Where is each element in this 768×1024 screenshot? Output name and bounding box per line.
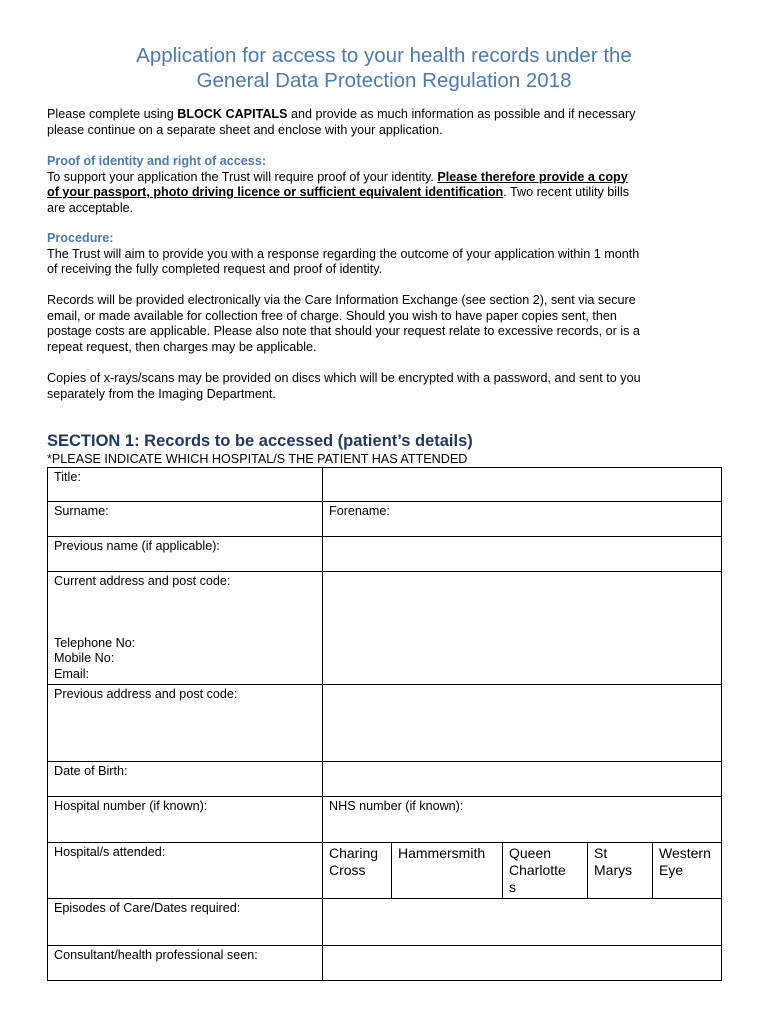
intro-paragraph: Please complete using BLOCK CAPITALS and provide as much information as possible and if necessary please continue on a separate sheet and enclose with your application. (47, 107, 636, 137)
section-1-subtitle: *PLEASE INDICATE WHICH HOSPITAL/S THE PATIENT HAS ATTENDED (47, 452, 468, 466)
records-paragraph: Records will be provided electronically via the Care Information Exchange (see section 2), sent via secure email, or made available for collection free of charge. Should you wish to have paper copies sent, then postage costs are applicable. Please also note that should your request relate to excessive records, or is a repeat request, then charges may be applicable. (47, 293, 640, 354)
email-label: Email: (54, 666, 89, 681)
current-address-field[interactable] (323, 572, 722, 685)
xray-paragraph: Copies of x-rays/scans may be provided on discs which will be encrypted with a password, and sent to you separately from the Imaging Department. (47, 371, 641, 401)
hospital-option-western-eye[interactable]: Western Eye (653, 843, 722, 898)
episodes-label: Episodes of Care/Dates required: (48, 899, 323, 946)
title-line-1: Application for access to your health records under the (136, 44, 632, 67)
current-address-label: Current address and post code: (54, 574, 231, 588)
procedure-heading: Procedure: (47, 231, 114, 245)
proof-emphasis-2: of your passport, photo driving licence or sufficient equivalent identification (47, 185, 504, 199)
previous-address-label: Previous address and post code: (48, 685, 323, 762)
procedure-section: Procedure: The Trust will aim to provide you with a response regarding the outcome of your application within 1 month of receiving the fully completed request and proof of identity. (47, 231, 737, 278)
proof-heading: Proof of identity and right of access: (47, 154, 267, 168)
title-line-2: General Data Protection Regulation 2018 (196, 69, 572, 92)
hospital-option-hammersmith[interactable]: Hammersmith (392, 843, 503, 898)
episodes-field[interactable] (323, 899, 722, 946)
dob-field[interactable] (323, 762, 722, 797)
previous-address-field[interactable] (323, 685, 722, 762)
previous-name-field[interactable] (323, 537, 722, 572)
current-address-label-cell (48, 572, 323, 685)
previous-name-label: Previous name (if applicable): (48, 537, 323, 572)
consultant-label: Consultant/health professional seen: (48, 946, 323, 981)
dob-label: Date of Birth: (48, 762, 323, 797)
hospitals-options (323, 843, 721, 898)
consultant-field[interactable] (323, 946, 722, 981)
hospital-option-queen-charlottes[interactable]: Queen Charlotte s (503, 843, 588, 898)
patient-details-form (47, 467, 722, 981)
page-title (0, 43, 768, 93)
surname-field[interactable]: Surname: (48, 502, 323, 537)
hospitals-options-cell (323, 843, 722, 899)
hospital-number-field[interactable]: Hospital number (if known): (48, 797, 323, 843)
mobile-label: Mobile No: (54, 651, 115, 665)
telephone-label: Telephone No: (54, 635, 136, 650)
block-capitals-emphasis: BLOCK CAPITALS (177, 107, 288, 121)
nhs-number-field[interactable]: NHS number (if known): (323, 797, 722, 843)
hospital-option-charing-cross[interactable]: Charing Cross (329, 845, 379, 878)
proof-of-identity-section: Proof of identity and right of access: To support your application the Trust will require proof of your identity. Please therefore provide a copy of your passport, photo driving licence or sufficient equivalent identification. Two recent utility bills are acceptable. (47, 154, 737, 216)
forename-field[interactable]: Forename: (323, 502, 722, 537)
hospitals-attended-label: Hospital/s attended: (48, 843, 323, 899)
section-1-title: SECTION 1: Records to be accessed (patient’s details) (47, 432, 473, 450)
title-label: Title: (48, 468, 323, 502)
proof-emphasis-1: Please therefore provide a copy (437, 169, 628, 184)
hospital-option-st-marys[interactable]: St Marys (588, 843, 653, 898)
title-field[interactable] (323, 468, 722, 502)
